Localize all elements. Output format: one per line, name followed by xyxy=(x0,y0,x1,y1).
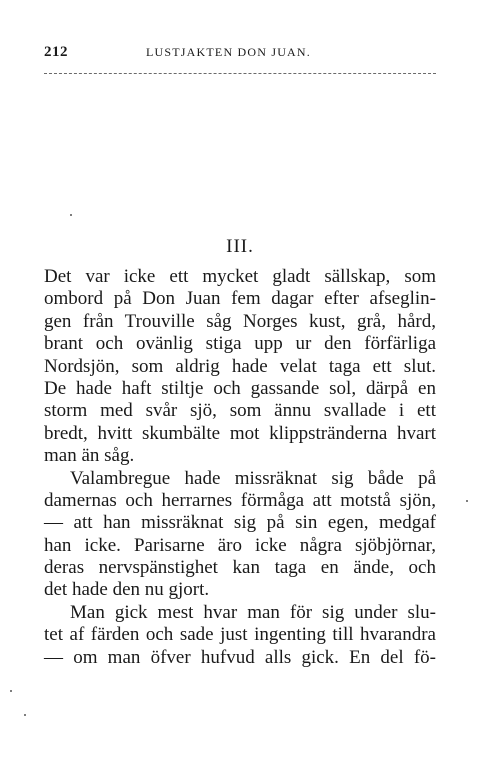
scan-speck xyxy=(466,500,468,502)
section-heading: III. xyxy=(226,236,254,257)
text-line: storm med svår sjö, som ännu svallade i ett xyxy=(44,400,436,422)
text-line: deras nervspänstighet kan taga en ände, och xyxy=(44,557,436,579)
text-line: det hade den nu gjort. xyxy=(44,579,210,601)
text-line: bredt, hvitt skumbälte mot klippstränderna hvart xyxy=(44,422,436,444)
scan-speck xyxy=(24,714,26,716)
text-line: Nordsjön, som aldrig hade velat taga ett slut. xyxy=(44,355,436,377)
body-text xyxy=(44,266,436,669)
page-header xyxy=(44,44,436,66)
text-line: han icke. Parisarne äro icke några sjöbjörnar, xyxy=(44,534,436,556)
text-line: Man gick mest hvar man för sig under slu- xyxy=(70,601,436,623)
text-line: ombord på Don Juan fem dagar efter afseglin- xyxy=(44,288,436,310)
scan-speck xyxy=(10,690,12,692)
text-line: Valambregue hade missräknat sig både på xyxy=(70,467,436,489)
text-line: man än såg. xyxy=(44,445,135,467)
paragraph-1 xyxy=(44,266,436,468)
text-line: gen från Trouville såg Norges kust, grå, hård, xyxy=(44,310,436,332)
text-line: — om man öfver hufvud alls gick. En del fö- xyxy=(44,646,436,668)
scan-speck xyxy=(70,214,72,216)
text-line: damernas och herrarnes förmåga att motstå sjön, xyxy=(44,489,436,511)
text-line: — att han missräknat sig på sin egen, medgaf xyxy=(44,512,436,534)
text-line: De hade haft stiltje och gassande sol, därpå en xyxy=(44,377,436,399)
header-rule xyxy=(44,73,436,74)
page-number: 212 xyxy=(44,44,68,60)
text-line: Det var icke ett mycket gladt sällskap, som xyxy=(44,266,436,287)
paragraph-3 xyxy=(44,602,436,669)
running-title: LUSTJAKTEN DON JUAN. xyxy=(146,45,311,59)
paragraph-2 xyxy=(44,468,436,602)
text-line: brant och ovänlig stiga upp ur den förfärliga xyxy=(44,333,436,355)
text-line: tet af färden och sade just ingenting till hvarandra xyxy=(44,624,436,646)
